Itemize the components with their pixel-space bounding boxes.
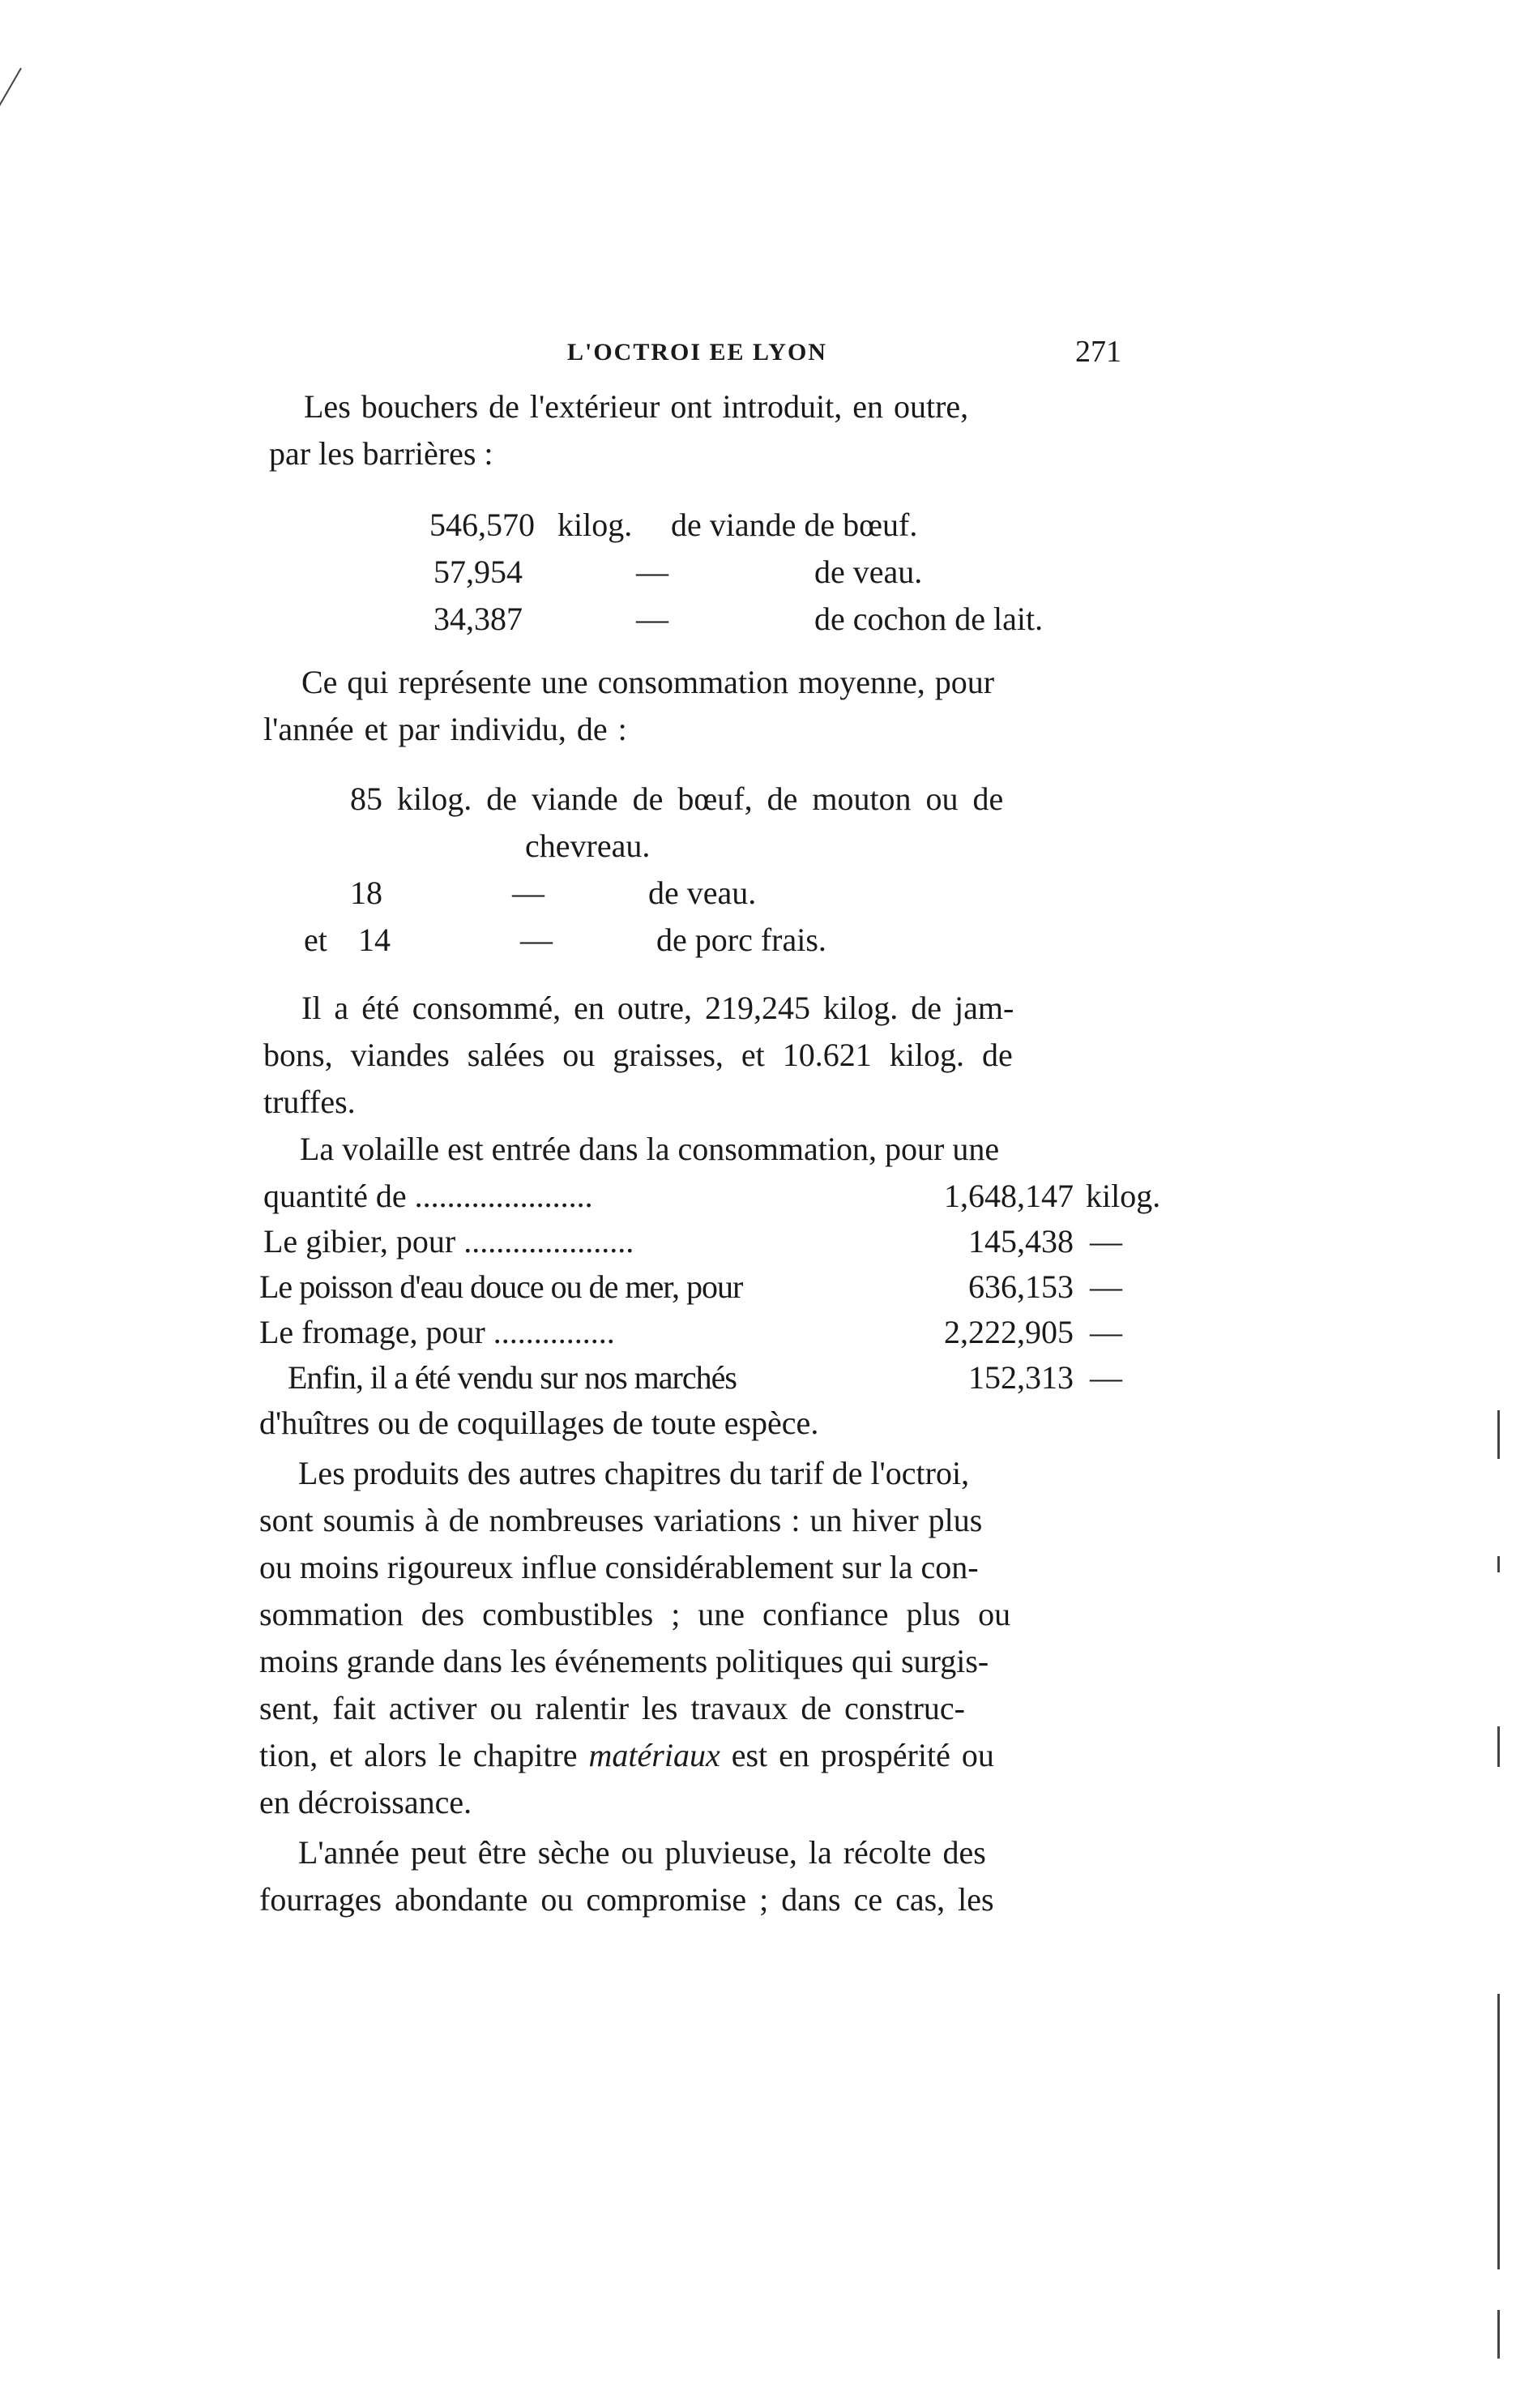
- tally-value: 1,648,147: [944, 1178, 1074, 1214]
- average-intro-line-1: Ce qui représente une consommation moyenne, pour: [301, 664, 995, 700]
- tally-unit: —: [1090, 1359, 1122, 1396]
- average-amount: 18: [350, 875, 382, 911]
- import-row: [397, 556, 922, 588]
- products-text: tion, et alors le chapitre: [259, 1737, 589, 1773]
- tally-label: Le fromage, pour ...............: [259, 1314, 615, 1350]
- tally-label: Enfin, il a été vendu sur nos marchés: [288, 1359, 737, 1396]
- products-line: [259, 1739, 994, 1772]
- scan-artifact: [1497, 1726, 1500, 1767]
- products-line: sont soumis à de nombreuses variations : un hiver plus: [259, 1502, 983, 1538]
- products-emphasis: matériaux: [588, 1737, 720, 1773]
- hams-line-3: truffes.: [263, 1084, 356, 1120]
- scan-artifact: [1497, 1994, 1500, 2269]
- products-line: sent, fait activer ou ralentir les travaux de construc-: [259, 1690, 965, 1726]
- tally-value: 145,438: [968, 1223, 1074, 1260]
- import-amount: 546,570: [429, 507, 535, 543]
- page-number: 271: [1075, 335, 1121, 369]
- average-prefix: et: [304, 922, 327, 958]
- tally-value: 2,222,905: [944, 1314, 1074, 1350]
- tally-unit: kilog.: [1086, 1178, 1161, 1214]
- import-unit: —: [636, 601, 668, 637]
- tally-value: 152,313: [968, 1359, 1074, 1396]
- poultry-intro: La volaille est entrée dans la consommation, pour une: [300, 1131, 1000, 1167]
- import-unit: kilog.: [557, 507, 633, 543]
- tally-row: [259, 1314, 1122, 1352]
- average-item: chevreau.: [525, 828, 651, 864]
- import-row: [397, 509, 917, 541]
- import-item: de veau.: [814, 554, 923, 590]
- year-line: fourrages abondante ou compromise ; dans ce cas, les: [259, 1881, 994, 1918]
- average-row: [304, 924, 826, 956]
- tally-row: [263, 1225, 1122, 1261]
- intro-line-1: Les bouchers de l'extérieur ont introduit, en outre,: [304, 388, 969, 425]
- average-item: de veau.: [648, 875, 757, 911]
- average-item: de porc frais.: [656, 922, 826, 958]
- products-line: Les produits des autres chapitres du tarif de l'octroi,: [298, 1455, 970, 1491]
- average-amount: 85: [350, 781, 382, 817]
- scan-artifact: [1497, 1410, 1500, 1459]
- average-row: [350, 877, 756, 909]
- average-intro-line-2: l'année et par individu, de :: [263, 711, 627, 747]
- products-text: est en prospérité ou: [720, 1737, 994, 1773]
- import-unit: —: [636, 554, 668, 590]
- import-item: de cochon de lait.: [814, 601, 1044, 637]
- products-line: sommation des combustibles ; une confiance plus ou: [259, 1596, 1011, 1632]
- year-line: L'année peut être sèche ou pluvieuse, la récolte des: [298, 1834, 986, 1871]
- tally-row: [259, 1268, 1122, 1307]
- tally-unit: —: [1090, 1268, 1122, 1305]
- average-unit: —: [512, 875, 544, 911]
- tally-unit: —: [1090, 1223, 1122, 1260]
- tally-label: quantité de ......................: [263, 1178, 593, 1214]
- average-unit: kilog.: [397, 781, 472, 817]
- scan-artifact: [1497, 1556, 1500, 1572]
- products-line: moins grande dans les événements politiques qui surgis-: [259, 1643, 989, 1679]
- average-item: de viande de bœuf, de mouton ou de: [486, 781, 1004, 817]
- import-amount: 34,387: [433, 601, 523, 637]
- tally-label: Le gibier, pour .....................: [263, 1223, 634, 1260]
- products-line: ou moins rigoureux influe considérablement sur la con-: [259, 1549, 979, 1585]
- scan-artifact: [0, 68, 22, 111]
- import-amount: 57,954: [433, 554, 523, 590]
- import-row: [397, 603, 1043, 635]
- average-amount: 14: [358, 922, 391, 958]
- tally-value: 636,153: [968, 1268, 1074, 1305]
- oysters-line: d'huîtres ou de coquillages de toute espèce.: [259, 1405, 819, 1441]
- tally-row: [288, 1359, 1122, 1397]
- average-row: [350, 783, 1003, 815]
- hams-line-2: bons, viandes salées ou graisses, et 10.621 kilog. de: [263, 1037, 1013, 1073]
- tally-row: [263, 1178, 1161, 1216]
- scan-artifact: [1497, 2310, 1500, 2359]
- running-title: L'OCTROI EE LYON: [567, 339, 827, 366]
- average-unit: —: [520, 922, 553, 958]
- average-row-continued: [525, 830, 650, 862]
- page-header: [259, 335, 1121, 379]
- products-line: en décroissance.: [259, 1784, 472, 1820]
- import-item: de viande de bœuf.: [671, 507, 918, 543]
- tally-unit: —: [1090, 1314, 1122, 1350]
- intro-line-2: par les barrières :: [269, 435, 493, 472]
- hams-line-1: Il a été consommé, en outre, 219,245 kilog. de jam-: [301, 990, 1014, 1026]
- tally-label: Le poisson d'eau douce ou de mer, pour: [259, 1268, 743, 1305]
